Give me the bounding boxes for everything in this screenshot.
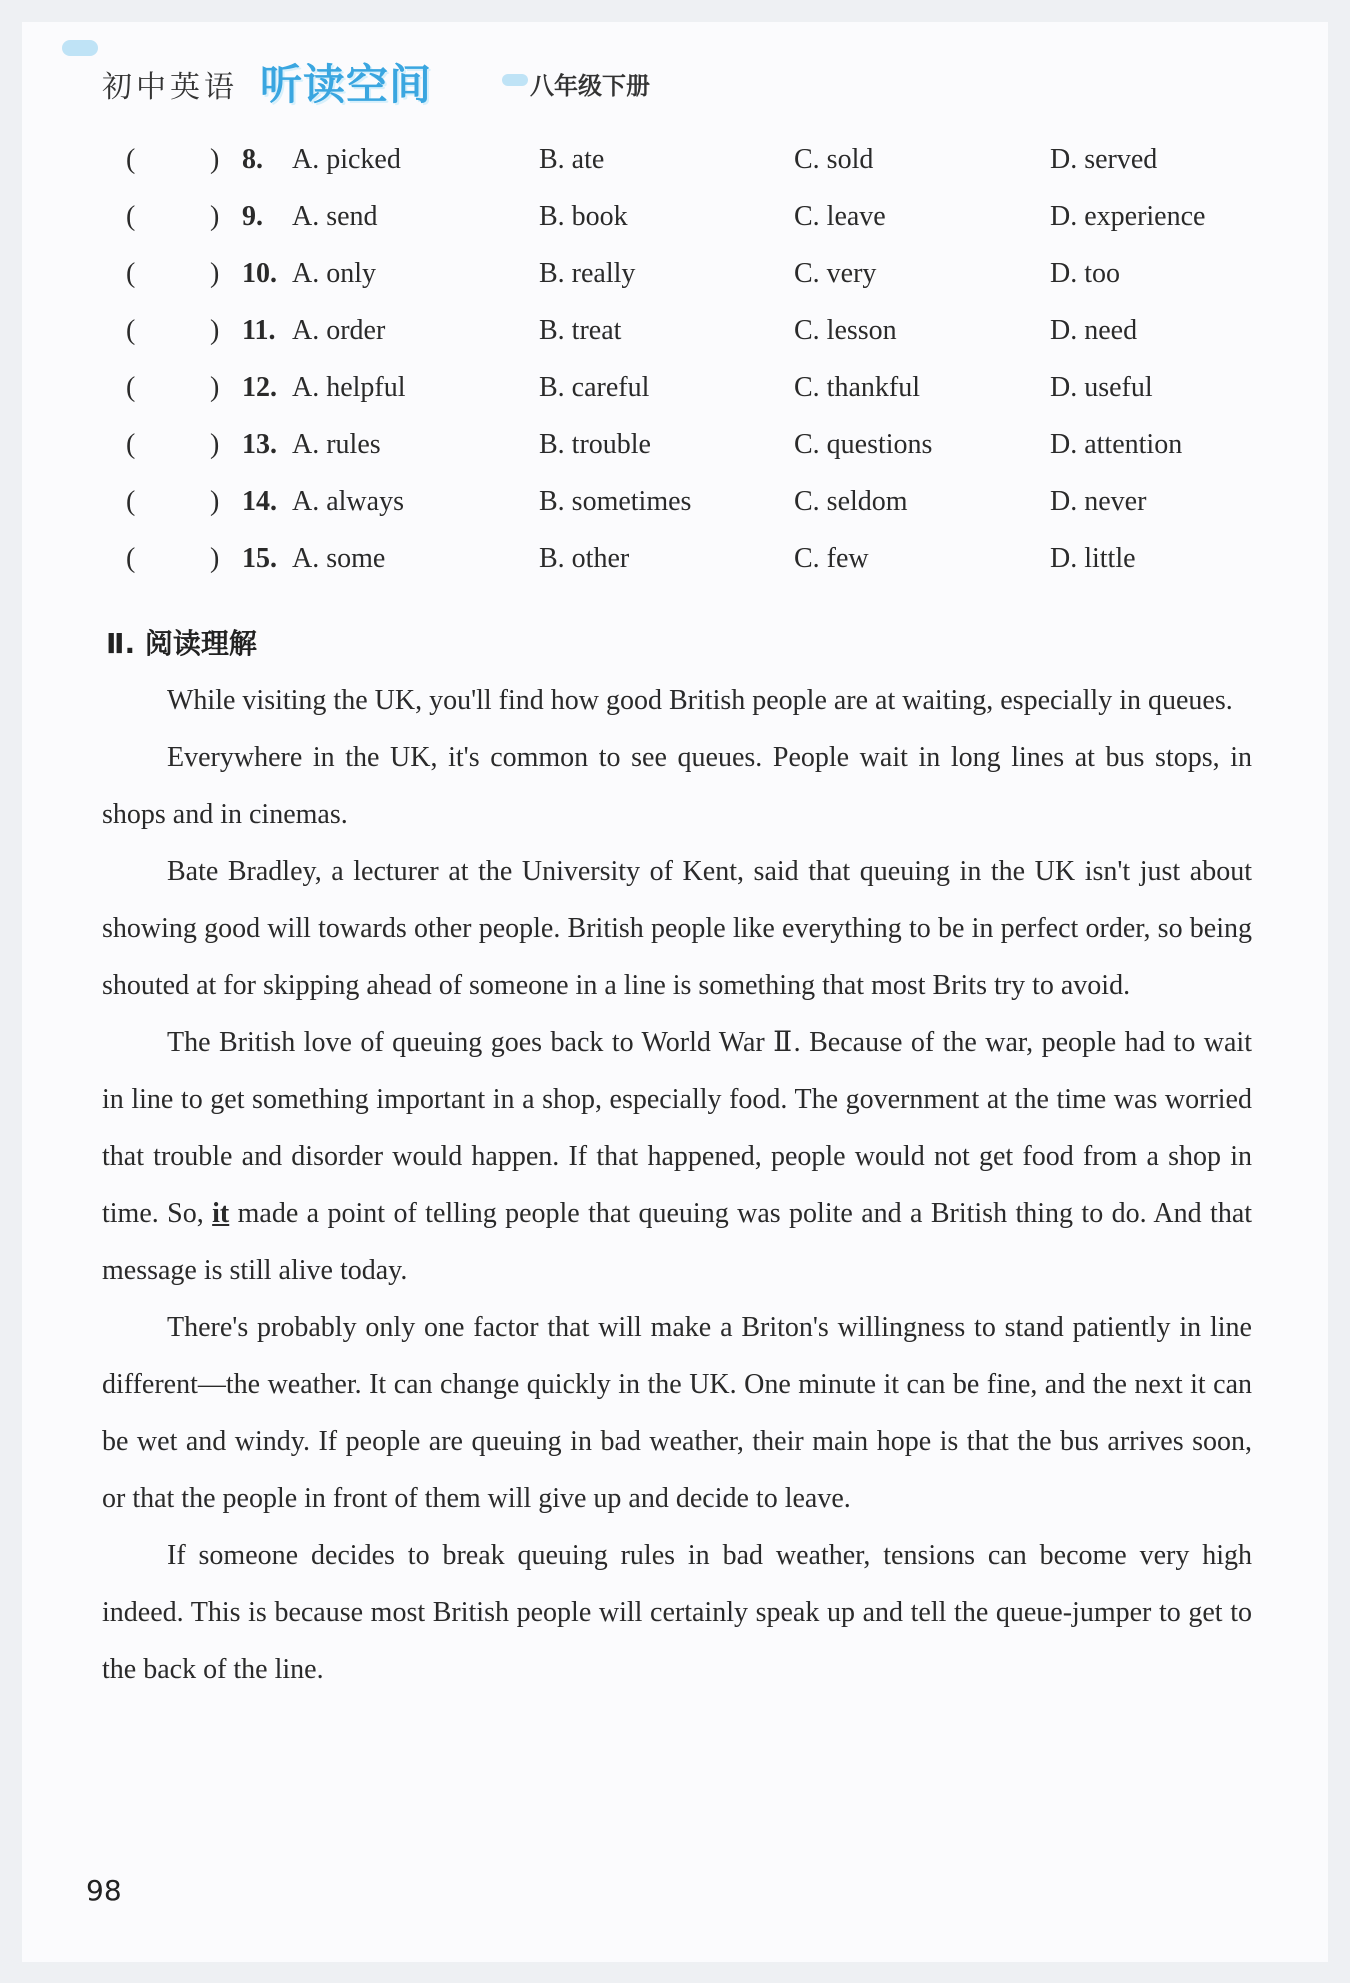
option-b: B. other bbox=[539, 543, 630, 574]
option-c: C. leave bbox=[794, 201, 886, 232]
option-b: B. ate bbox=[539, 144, 605, 175]
option-b: B. book bbox=[539, 201, 628, 232]
option-d: D. need bbox=[1050, 315, 1138, 346]
page-header bbox=[62, 40, 1312, 120]
option-a: A. only bbox=[292, 258, 376, 289]
passage-paragraph: While visiting the UK, you'll find how good British people are at waiting, especially in queues. bbox=[167, 685, 1233, 716]
question-row bbox=[102, 429, 1252, 486]
cloud-decoration-icon bbox=[502, 74, 528, 86]
passage-paragraph: Everywhere in the UK, it's common to see queues. People wait in long lines at bus stops, in shops and in cinemas. bbox=[102, 742, 1252, 830]
answer-paren-close: ) bbox=[210, 315, 220, 346]
question-number: 14. bbox=[242, 486, 277, 517]
answer-paren-close: ) bbox=[210, 486, 220, 517]
answer-paren-open: ( bbox=[126, 543, 136, 574]
passage-paragraph: Bate Bradley, a lecturer at the University of Kent, said that queuing in the UK isn't just about showing good will towards other people. British people like everything to be in perfect order, so being shouted at for skipping ahead of someone in a line is something that most Brits try to avoid. bbox=[102, 856, 1252, 1001]
question-number: 15. bbox=[242, 543, 277, 574]
option-c: C. thankful bbox=[794, 372, 920, 403]
passage-paragraph: If someone decides to break queuing rules in bad weather, tensions can become very high indeed. This is because most British people will certainly speak up and tell the queue-jumper to get to the back of the line. bbox=[102, 1540, 1252, 1685]
answer-paren-open: ( bbox=[126, 258, 136, 289]
option-d: D. useful bbox=[1050, 372, 1153, 403]
answer-paren-close: ) bbox=[210, 429, 220, 460]
page-number: 98 bbox=[86, 1874, 122, 1907]
question-row bbox=[102, 543, 1252, 600]
option-d: D. little bbox=[1050, 543, 1136, 574]
question-row bbox=[102, 372, 1252, 429]
paragraph-text: made a point of telling people that queuing was polite and a British thing to do. And that message is still alive today. bbox=[102, 1198, 1253, 1286]
underlined-word: it bbox=[212, 1198, 230, 1229]
question-row bbox=[102, 486, 1252, 543]
paragraph-text: The British love of queuing goes back to World War Ⅱ. Because of the war, people had to wait in line to get something important in a shop, especially food. The government at the time was worried that trouble and disorder would happen. If that happened, people would not get food from a shop in time. So, bbox=[102, 1027, 1252, 1229]
question-row bbox=[102, 201, 1252, 258]
cloud-decoration-icon bbox=[62, 40, 98, 56]
option-a: A. some bbox=[292, 543, 386, 574]
passage-paragraph bbox=[102, 1014, 1252, 1299]
grade-label: 八年级下册 bbox=[530, 72, 650, 100]
answer-paren-open: ( bbox=[126, 429, 136, 460]
workbook-page bbox=[22, 22, 1328, 1962]
answer-paren-close: ) bbox=[210, 144, 220, 175]
passage-paragraph: There's probably only one factor that will make a Briton's willingness to stand patiently in line different—the weather. It can change quickly in the UK. One minute it can be fine, and the next it can be wet and windy. If people are queuing in bad weather, their main hope is that the bus arrives soon, or that the people in front of them will give up and decide to leave. bbox=[102, 1312, 1252, 1514]
option-c: C. seldom bbox=[794, 486, 908, 517]
question-row bbox=[102, 258, 1252, 315]
option-d: D. too bbox=[1050, 258, 1120, 289]
option-d: D. experience bbox=[1050, 201, 1206, 232]
reading-passage bbox=[102, 672, 1252, 1698]
question-number: 9. bbox=[242, 201, 263, 232]
option-b: B. careful bbox=[539, 372, 650, 403]
series-title: 初中英语 bbox=[102, 70, 238, 105]
question-number: 12. bbox=[242, 372, 277, 403]
option-a: A. helpful bbox=[292, 372, 406, 403]
question-row bbox=[102, 144, 1252, 201]
answer-paren-open: ( bbox=[126, 315, 136, 346]
option-b: B. really bbox=[539, 258, 636, 289]
option-d: D. attention bbox=[1050, 429, 1183, 460]
answer-paren-open: ( bbox=[126, 372, 136, 403]
question-number: 11. bbox=[242, 315, 276, 346]
option-c: C. lesson bbox=[794, 315, 897, 346]
option-a: A. send bbox=[292, 201, 378, 232]
question-row bbox=[102, 315, 1252, 372]
answer-paren-close: ) bbox=[210, 201, 220, 232]
option-c: C. few bbox=[794, 543, 869, 574]
brand-logo: 听读空间 bbox=[260, 60, 433, 109]
option-c: C. questions bbox=[794, 429, 933, 460]
option-c: C. very bbox=[794, 258, 877, 289]
section-heading: Ⅱ. 阅读理解 bbox=[106, 627, 257, 660]
answer-paren-close: ) bbox=[210, 372, 220, 403]
question-number: 10. bbox=[242, 258, 277, 289]
question-number: 8. bbox=[242, 144, 263, 175]
option-b: B. sometimes bbox=[539, 486, 692, 517]
option-b: B. trouble bbox=[539, 429, 651, 460]
option-c: C. sold bbox=[794, 144, 874, 175]
answer-paren-open: ( bbox=[126, 201, 136, 232]
option-d: D. served bbox=[1050, 144, 1158, 175]
option-a: A. always bbox=[292, 486, 404, 517]
cloze-options bbox=[102, 144, 1252, 600]
answer-paren-close: ) bbox=[210, 258, 220, 289]
option-b: B. treat bbox=[539, 315, 622, 346]
option-a: A. order bbox=[292, 315, 386, 346]
answer-paren-close: ) bbox=[210, 543, 220, 574]
option-a: A. rules bbox=[292, 429, 381, 460]
option-d: D. never bbox=[1050, 486, 1147, 517]
answer-paren-open: ( bbox=[126, 486, 136, 517]
option-a: A. picked bbox=[292, 144, 401, 175]
question-number: 13. bbox=[242, 429, 277, 460]
answer-paren-open: ( bbox=[126, 144, 136, 175]
